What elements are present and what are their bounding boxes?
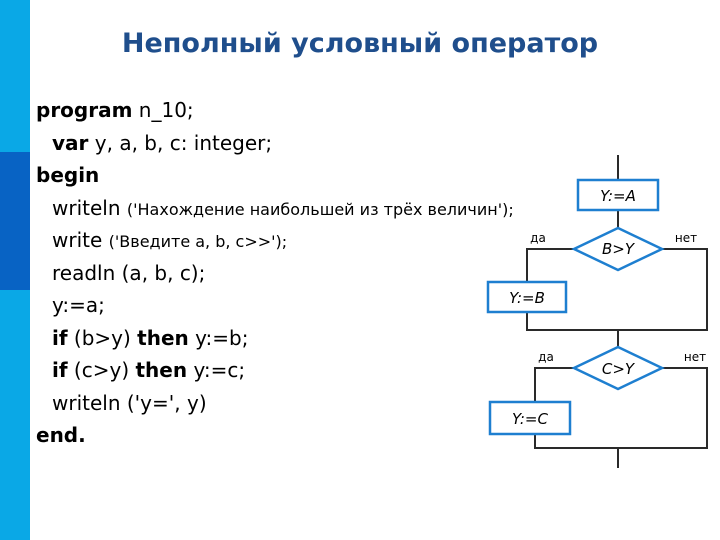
left-stripe-bottom [0,290,30,540]
then-statement: y:=b; [188,325,249,350]
assign-statement: y:=a; [52,293,105,317]
slide-title: Неполный условный оператор [121,28,599,59]
keyword-if: if [52,358,68,382]
code-line-writeln-result [36,387,514,420]
then-statement: y:=c; [187,358,246,382]
program-name: n_10; [132,98,194,122]
left-stripe-top [0,0,30,152]
keyword-begin: begin [36,163,100,187]
code-line-writeln-title [36,192,514,225]
flow-label-yes-2: да [538,350,554,364]
code-line-readln [36,257,514,290]
flow-box-y-a [578,180,658,210]
flow-label-yes-1: да [530,231,546,245]
flow-box-y-b-label: Y:=B [509,289,545,307]
keyword-then: then [135,358,188,382]
flow-condition-c-gt-y-label: C>Y [601,360,635,378]
code-line-if-b [36,322,514,355]
flowchart [470,150,710,470]
flow-box-y-c-label: Y:=C [512,410,548,428]
flow-box-y-c [490,402,570,434]
var-declaration: y, a, b, c: integer; [88,130,273,155]
left-stripe-middle [0,152,30,290]
if-condition: (b>y) [67,325,138,350]
code-line-begin [36,159,514,192]
keyword-if: if [52,325,68,350]
keyword-then: then [137,325,189,350]
flow-condition-b-gt-y [574,228,662,270]
flow-line-yes2 [535,368,574,402]
flow-line-yes1 [527,249,574,282]
keyword-var: var [52,130,89,155]
code-line-program [36,94,514,127]
if-condition: (c>y) [67,358,136,382]
keyword-end: end. [36,423,86,447]
code-line-if-c [36,354,514,387]
write-call: write [52,228,109,252]
flow-condition-b-gt-y-label: B>Y [601,240,635,258]
code-line-assign-a [36,289,514,322]
readln-statement: readln (a, b, c); [52,260,206,285]
code-listing [36,94,514,452]
write-string: ('Введите a, b, c>>'); [108,232,288,251]
flow-line-box3-merge [535,434,618,448]
flow-label-no-2: нет [683,350,707,364]
writeln-result: writeln ('y=', y) [52,390,207,415]
flow-label-no-1: нет [674,231,698,245]
flow-line-box2-merge [527,312,618,330]
keyword-program: program [36,98,133,122]
flow-condition-c-gt-y [574,347,662,389]
flow-box-y-b [488,282,566,312]
writeln-string: ('Нахождение наибольшей из трёх величин'); [126,199,514,219]
writeln-call: writeln [52,195,127,220]
code-line-var [36,127,514,160]
code-line-write-prompt [36,224,514,257]
flow-box-y-a-label: Y:=A [600,187,636,205]
code-line-end [36,419,514,452]
